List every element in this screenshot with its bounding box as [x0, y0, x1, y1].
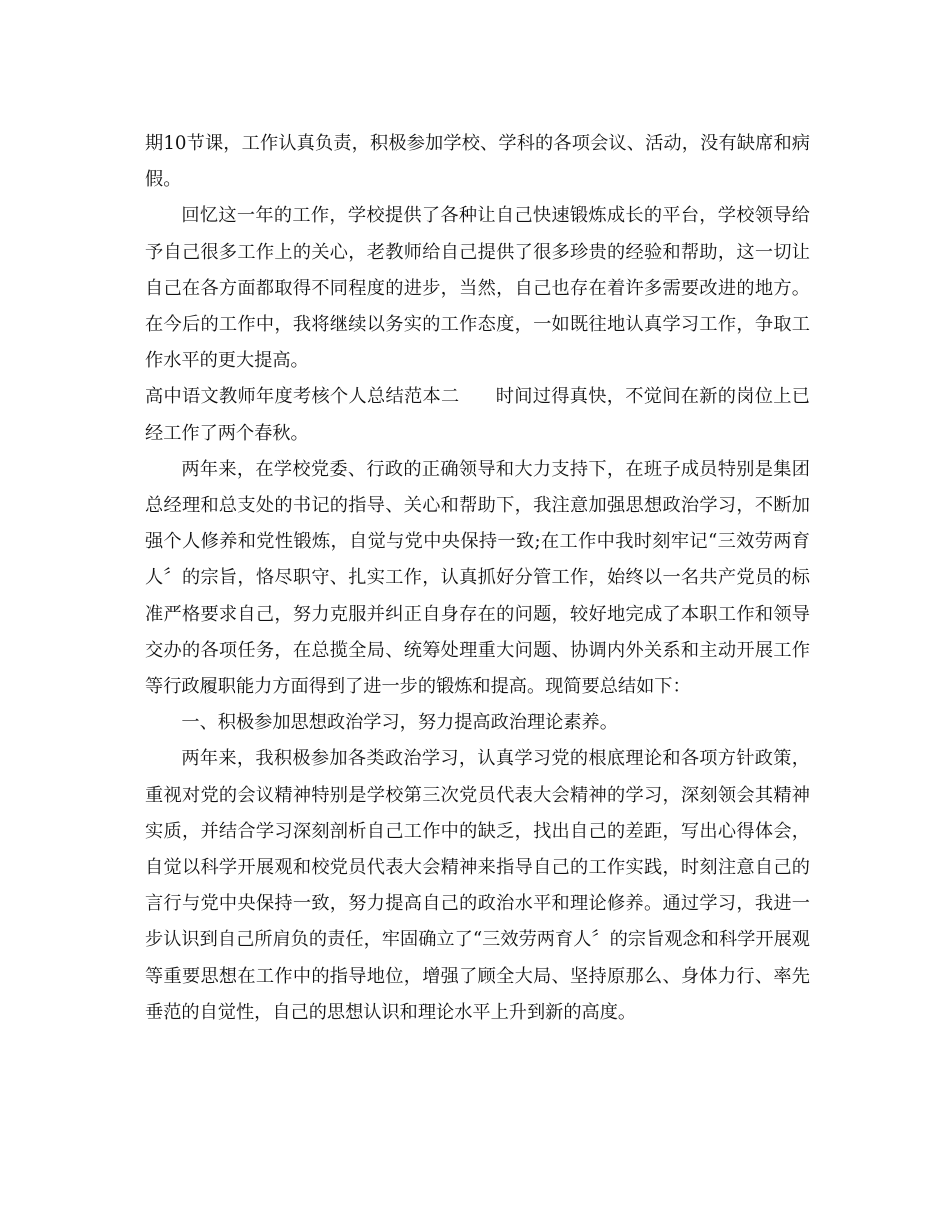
document-page [145, 126, 810, 1031]
paragraph-reflection: 回忆这一年的工作，学校提供了各种让自己快速锻炼成长的平台，学校领导给予自己很多工作上的关心，老教师给自己提供了很多珍贵的经验和帮助，这一切让自己在各方面都取得不同程度的进步，当然，自己也存在着许多需要改进的地方。在今后的工作中，我将继续以务实的工作态度，一如既往地认真学习工作，争取工作水平的更大提高。 [145, 205, 810, 372]
paragraph-political-study: 两年来，我积极参加各类政治学习，认真学习党的根底理论和各项方针政策，重视对党的会议精神特别是学校第三次党员代表大会精神的学习，深刻领会其精神实质，并结合学习深刻剖析自己工作中的缺乏，找出自己的差距，写出心得体会，自觉以科学开展观和校党员代表大会精神来指导自己的工作实践，时刻注意自己的言行与党中央保持一致，努力提高自己的政治水平和理论修养。通过学习，我进一步认识到自己所肩负的责任，牢固确立了“三效劳两育人〞的宗旨观念和科学开展观等重要思想在工作中的指导地位，增强了顾全大局、坚持原那么、身体力行、率先垂范的自觉性，自己的思想认识和理论水平上升到新的高度。 [145, 748, 810, 1023]
section-heading-line [145, 379, 810, 451]
subheading-political-study: 一、积极参加思想政治学习，努力提高政治理论素养。 [181, 712, 618, 734]
paragraph-continuation: 期10节课，工作认真负责，积极参加学校、学科的各项会议、活动，没有缺席和病假。 [145, 133, 810, 191]
paragraph-overview: 两年来，在学校党委、行政的正确领导和大力支持下，在班子成员特别是集团总经理和总支处的书记的指导、关心和帮助下，我注意加强思想政治学习，不断加强个人修养和党性锻炼，自觉与党中央保持一致;在工作中我时刻牢记“三效劳两育人〞的宗旨，恪尽职守、扎实工作，认真抓好分管工作，始终以一名共产党员的标准严格要求自己，努力克服并纠正自身存在的问题，较好地完成了本职工作和领导交办的各项任务，在总揽全局、统筹处理重大问题、协调内外关系和主动开展工作等行政履职能力方面得到了进一步的锻炼和提高。现简要总结如下： [145, 458, 810, 698]
section-heading: 高中语文教师年度考核个人总结范本二 [145, 386, 460, 408]
section-intro: 时间过得真快，不觉间在新的岗位上已经工作了两个春秋。 [145, 386, 810, 444]
